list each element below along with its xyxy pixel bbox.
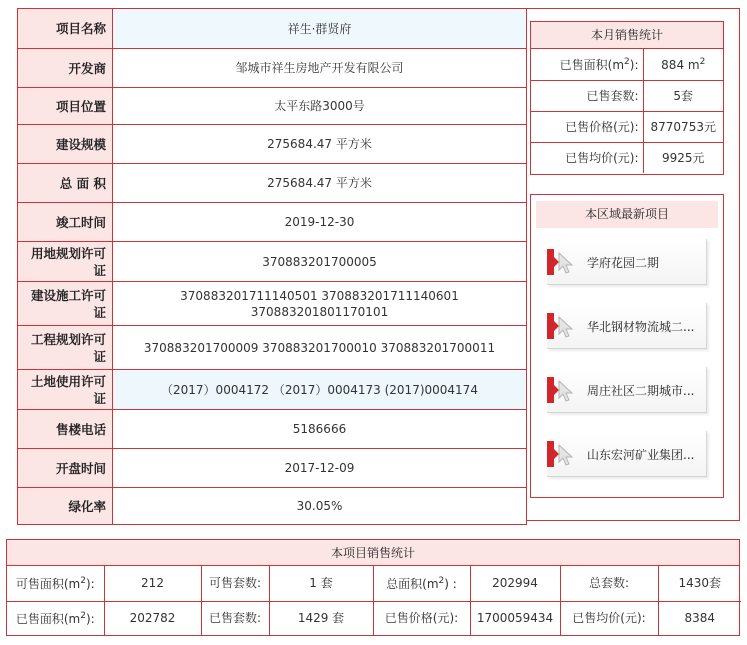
latest-projects-title: 本区域最新项目 — [536, 201, 718, 228]
label-sales-phone: 售楼电话 — [18, 410, 113, 449]
pointer-cursor-icon — [556, 251, 578, 277]
label-engineering-planning-permit: 工程规划许可证 — [18, 326, 113, 370]
red-tab-marker — [547, 249, 554, 275]
sold-avg-price-label: 已售均价(元): — [560, 601, 658, 635]
latest-project-name: 华北钢材物流城二... — [587, 320, 695, 334]
value-engineering-planning-permit: 370883201700009 370883201700010 370883201700011 — [113, 326, 527, 370]
value-completion-date: 2019-12-30 — [113, 203, 527, 242]
sold-price-label: 已售价格(元): — [373, 601, 470, 635]
right-sidebar — [527, 8, 740, 521]
available-units-label: 可售套数: — [201, 566, 269, 601]
latest-project-link[interactable] — [547, 431, 713, 479]
latest-project-name: 周庄社区二期城市... — [587, 384, 695, 398]
label-land-planning-permit: 用地规划许可证 — [18, 242, 113, 282]
red-tab-marker — [547, 377, 554, 403]
latest-project-link[interactable] — [547, 303, 713, 351]
label-location: 项目位置 — [18, 88, 113, 125]
value-opening-date: 2017-12-09 — [113, 449, 527, 488]
sold-avg-price-value: 8384 — [684, 610, 716, 625]
monthly-sold-price-label: 已售价格(元): — [531, 111, 643, 142]
label-developer: 开发商 — [18, 49, 113, 88]
red-tab-marker — [547, 441, 554, 467]
total-units-label: 总套数: — [560, 566, 658, 601]
value-land-use-permit: （2017）0004172 （2017）0004173 (2017)0004174 — [113, 370, 527, 410]
value-green-rate: 30.05% — [113, 488, 527, 525]
label-land-use-permit: 土地使用许可证 — [18, 370, 113, 410]
value-construction-permit: 370883201711140501 370883201711140601 370883201801170101 — [113, 282, 527, 326]
total-area-value: 202994 — [470, 566, 560, 601]
available-area-label: 可售面积$(m^2)$: — [7, 566, 104, 601]
label-opening-date: 开盘时间 — [18, 449, 113, 488]
sold-units-label: 已售套数: — [201, 601, 269, 635]
project-sales-stats-title: 本项目销售统计 — [7, 540, 739, 566]
monthly-sold-units-value: 5套 — [643, 80, 723, 111]
available-area-value: 212 — [104, 566, 201, 601]
monthly-sales-panel — [530, 21, 724, 175]
available-units-value: 1 套 — [269, 566, 373, 601]
value-land-planning-permit: 370883201700005 — [113, 242, 527, 282]
monthly-avg-price-value: 9925元 — [643, 142, 723, 173]
pointer-cursor-icon — [556, 315, 578, 341]
monthly-sold-price-value: 8770753元 — [643, 111, 723, 142]
project-info-table — [17, 8, 527, 525]
value-developer: 邹城市祥生房地产开发有限公司 — [113, 49, 527, 88]
total-units-value: 1430套 — [658, 566, 741, 601]
monthly-sales-table — [531, 49, 723, 173]
red-tab-marker — [547, 313, 554, 339]
value-build-scale: 275684.47 平方米 — [113, 125, 527, 164]
latest-project-link[interactable] — [547, 239, 713, 287]
monthly-avg-price-label: 已售均价(元): — [531, 142, 643, 173]
latest-projects-panel — [530, 194, 724, 498]
project-sales-stats-table — [7, 566, 741, 635]
value-sales-phone: 5186666 — [113, 410, 527, 449]
sold-area-value: 202782 — [104, 601, 201, 635]
pointer-cursor-icon — [556, 379, 578, 405]
label-construction-permit: 建设施工许可证 — [18, 282, 113, 326]
latest-project-name: 学府花园二期 — [587, 256, 660, 270]
monthly-sold-area-value: 884 $m^2$ — [661, 56, 706, 72]
monthly-sold-units-label: 已售套数: — [531, 80, 643, 111]
label-green-rate: 绿化率 — [18, 488, 113, 525]
sold-area-label: 已售面积$(m^2)$: — [7, 601, 104, 635]
label-total-area: 总 面 积 — [18, 164, 113, 203]
latest-project-link[interactable] — [547, 367, 713, 415]
label-build-scale: 建设规模 — [18, 125, 113, 164]
latest-project-name: 山东宏河矿业集团... — [587, 448, 695, 462]
label-project-name: 项目名称 — [18, 9, 113, 49]
label-completion-date: 竣工时间 — [18, 203, 113, 242]
value-total-area: 275684.47 平方米 — [113, 164, 527, 203]
pointer-cursor-icon — [556, 443, 578, 469]
sold-units-value: 1429 套 — [269, 601, 373, 635]
monthly-sales-title: 本月销售统计 — [531, 22, 723, 49]
project-sales-stats-panel — [6, 539, 740, 636]
monthly-sold-area-label: 已售面积$(m^2)$: — [531, 49, 643, 80]
value-location: 太平东路3000号 — [113, 88, 527, 125]
value-project-name: 祥生·群贤府 — [113, 9, 527, 49]
total-area-label: 总面积$(m^2)$ : — [373, 566, 470, 601]
sold-price-value: 1700059434 — [470, 601, 560, 635]
